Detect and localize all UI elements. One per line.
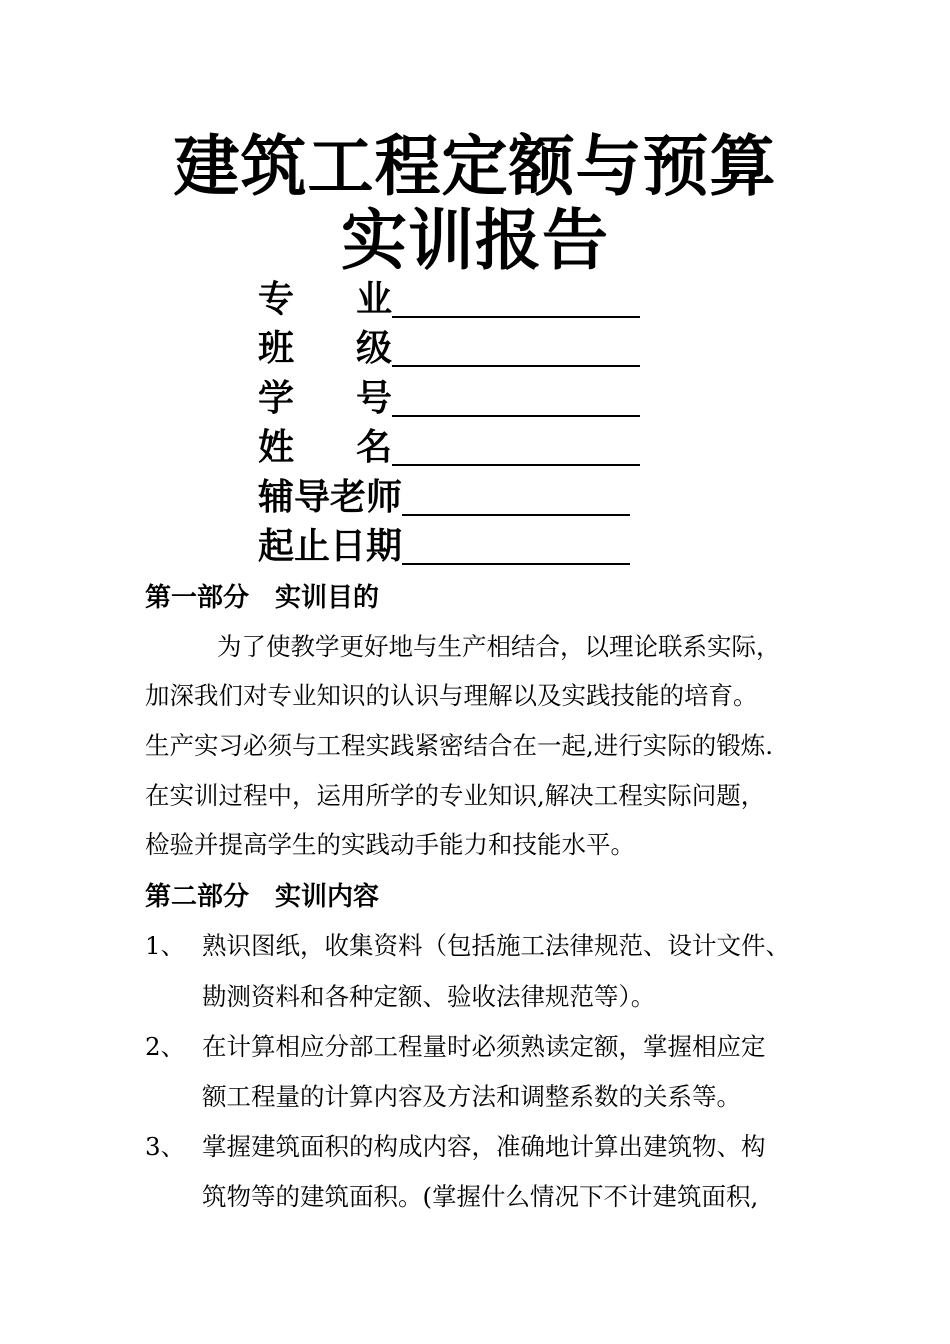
list-item-text: 熟识图纸，收集资料（包括施工法律规范、设计文件、 [202,931,790,960]
field-major-label: 专 业 [258,279,392,320]
list-item-number: 2、 [145,1032,186,1061]
field-student-id-blank[interactable] [392,379,640,417]
report-title-line-1: 建筑工程定额与预算 [173,128,777,205]
field-advisor-label: 辅导老师 [258,477,403,518]
field-student-id-label: 学 号 [258,378,392,419]
list-item-text: 勘测资料和各种定额、验收法律规范等）。 [202,982,656,1011]
field-major-blank[interactable] [392,280,640,318]
field-date-range-blank[interactable] [402,527,630,565]
section1-line: 检验并提高学生的实践动手能力和技能水平。 [145,830,635,859]
field-advisor [258,474,630,522]
field-class-blank[interactable] [392,329,640,367]
section1-line: 为了使教学更好地与生产相结合，以理论联系实际， [217,632,781,661]
list-item-text: 掌握建筑面积的构成内容，准确地计算出建筑物、构 [202,1132,766,1161]
section1-heading: 第一部分 实训目的 [145,583,380,613]
list-item-number: 1、 [145,931,186,960]
list-item-number: 3、 [145,1132,186,1161]
field-advisor-blank[interactable] [402,478,630,516]
field-student-id [258,375,640,423]
field-date-range [258,523,630,571]
field-date-range-label: 起止日期 [258,526,403,567]
section2-heading: 第二部分 实训内容 [145,882,380,912]
field-name-blank[interactable] [392,428,640,466]
list-item-text: 在计算相应分部工程量时必须熟读定额，掌握相应定 [202,1032,766,1061]
section1-line: 加深我们对专业知识的认识与理解以及实践技能的培育。 [145,681,758,710]
section1-line: 生产实习必须与工程实践紧密结合在一起,进行实际的锻炼. [145,731,774,760]
section1-line: 在实训过程中，运用所学的专业知识,解决工程实际问题， [145,781,766,810]
field-name [258,424,640,472]
field-class-label: 班 级 [258,328,392,369]
field-name-label: 姓 名 [258,427,392,468]
field-major [258,276,640,324]
field-class [258,325,640,373]
list-item-text: 额工程量的计算内容及方法和调整系数的关系等。 [202,1082,741,1111]
list-item-text: 筑物等的建筑面积。(掌握什么情况下不计建筑面积, [202,1182,759,1211]
report-title-line-2: 实训报告 [341,202,609,279]
